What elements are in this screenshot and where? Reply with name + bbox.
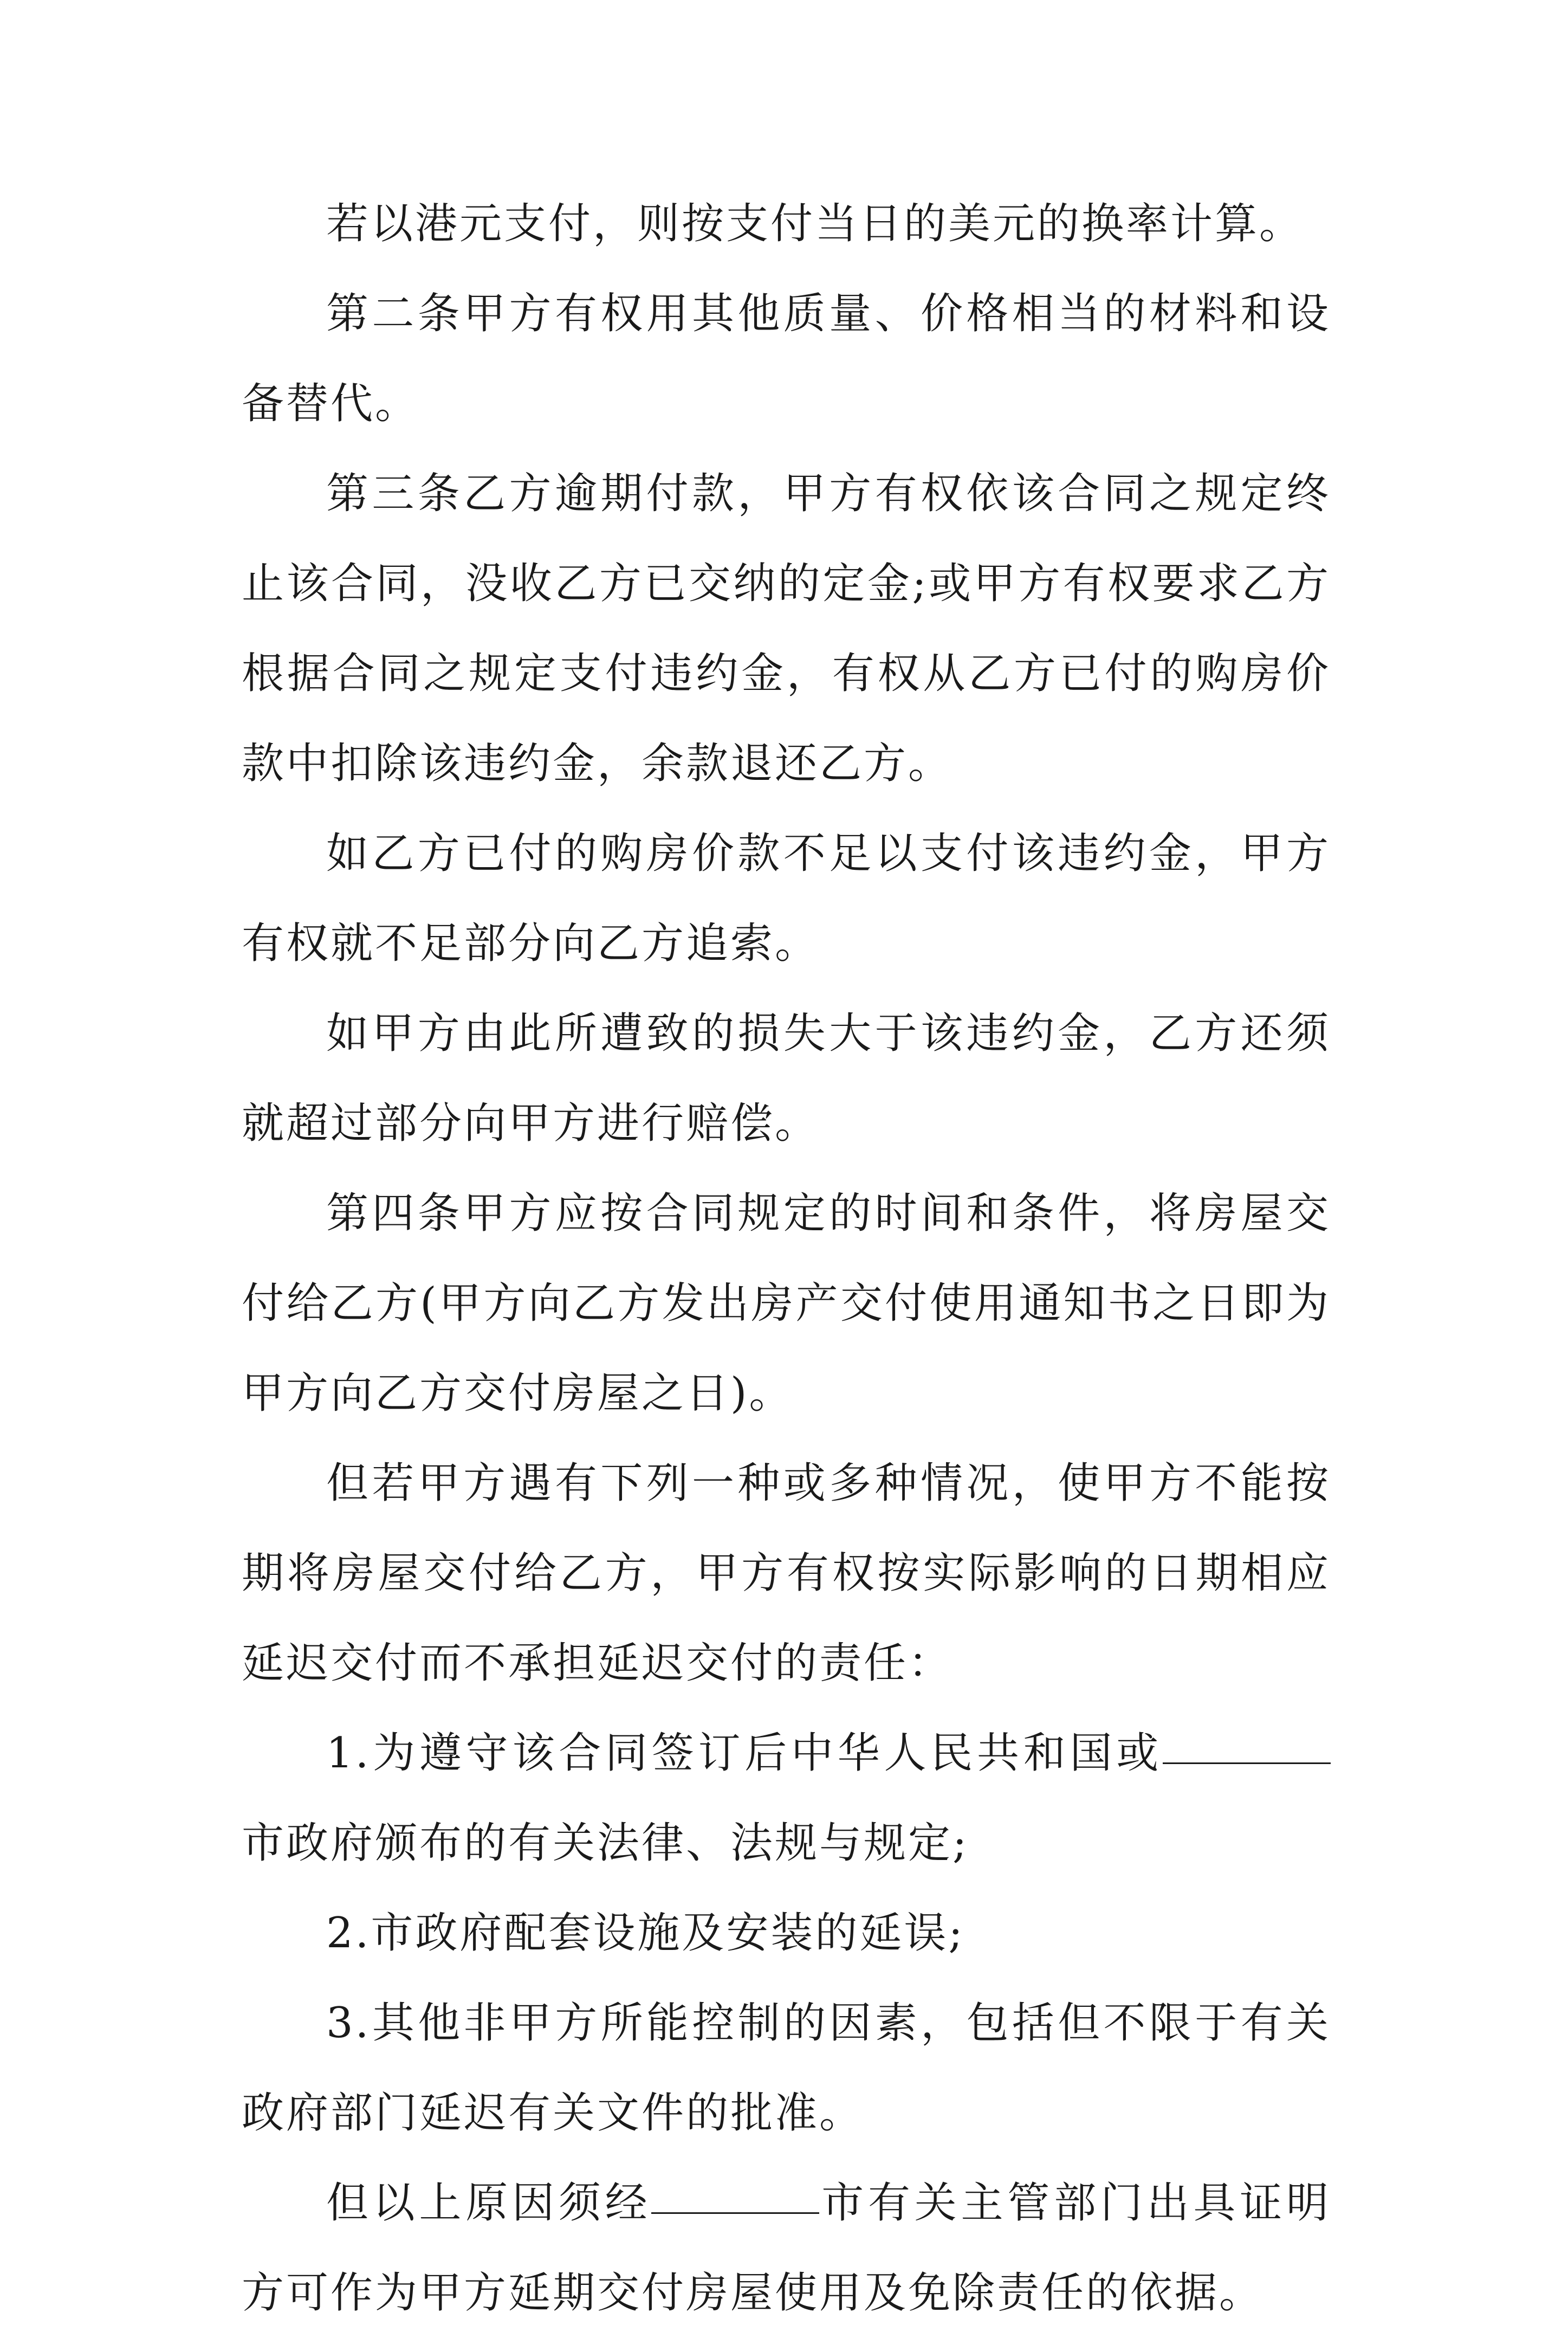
blank-city-field-2 <box>651 2212 819 2214</box>
paragraph-delay-exemption: 但若甲方遇有下列一种或多种情况，使甲方不能按期将房屋交付给乙方，甲方有权按实际影响的日期相应延迟交付而不承担延迟交付的责任： <box>242 1459 1331 1688</box>
paragraph-item-3: 3.其他非甲方所能控制的因素，包括但不限于有关政府部门延迟有关文件的批准。 <box>242 1999 1331 2137</box>
paragraph-item-1 <box>242 1708 1331 1888</box>
paragraph-certification <box>242 2158 1331 2338</box>
blank-city-field <box>1163 1762 1331 1764</box>
paragraph-shortfall-recourse: 如乙方已付的购房价款不足以支付该违约金，甲方有权就不足部分向乙方追索。 <box>242 829 1331 968</box>
paragraph-article-3: 第三条乙方逾期付款，甲方有权依该合同之规定终止该合同，没收乙方已交纳的定金;或甲方有权要求乙方根据合同之规定支付违约金，有权从乙方已付的购房价款中扣除该违约金，余款退还乙方。 <box>242 469 1331 788</box>
paragraph-payment-currency: 若以港元支付，则按支付当日的美元的换率计算。 <box>326 199 1304 248</box>
paragraph-article-4: 第四条甲方应按合同规定的时间和条件，将房屋交付给乙方(甲方向乙方发出房产交付使用通知书之日即为甲方向乙方交付房屋之日)。 <box>242 1189 1331 1418</box>
item-1-text-after: 市政府颁布的有关法律、法规与规定; <box>242 1819 969 1868</box>
item-1-text-before: 1.为遵守该合同签订后中华人民共和国或 <box>326 1729 1163 1778</box>
certification-text-after: 市有关主管部门出具证明方可作为甲方延期交付房屋使用及免除责任的依据。 <box>242 2179 1331 2317</box>
paragraph-excess-loss: 如甲方由此所遭致的损失大于该违约金，乙方还须就超过部分向甲方进行赔偿。 <box>242 1009 1331 1148</box>
paragraph-item-2: 2.市政府配套设施及安装的延误; <box>326 1909 965 1958</box>
document-body <box>242 179 1331 2338</box>
certification-text-before: 但以上原因须经 <box>326 2179 652 2227</box>
paragraph-article-2: 第二条甲方有权用其他质量、价格相当的材料和设备替代。 <box>242 289 1331 428</box>
